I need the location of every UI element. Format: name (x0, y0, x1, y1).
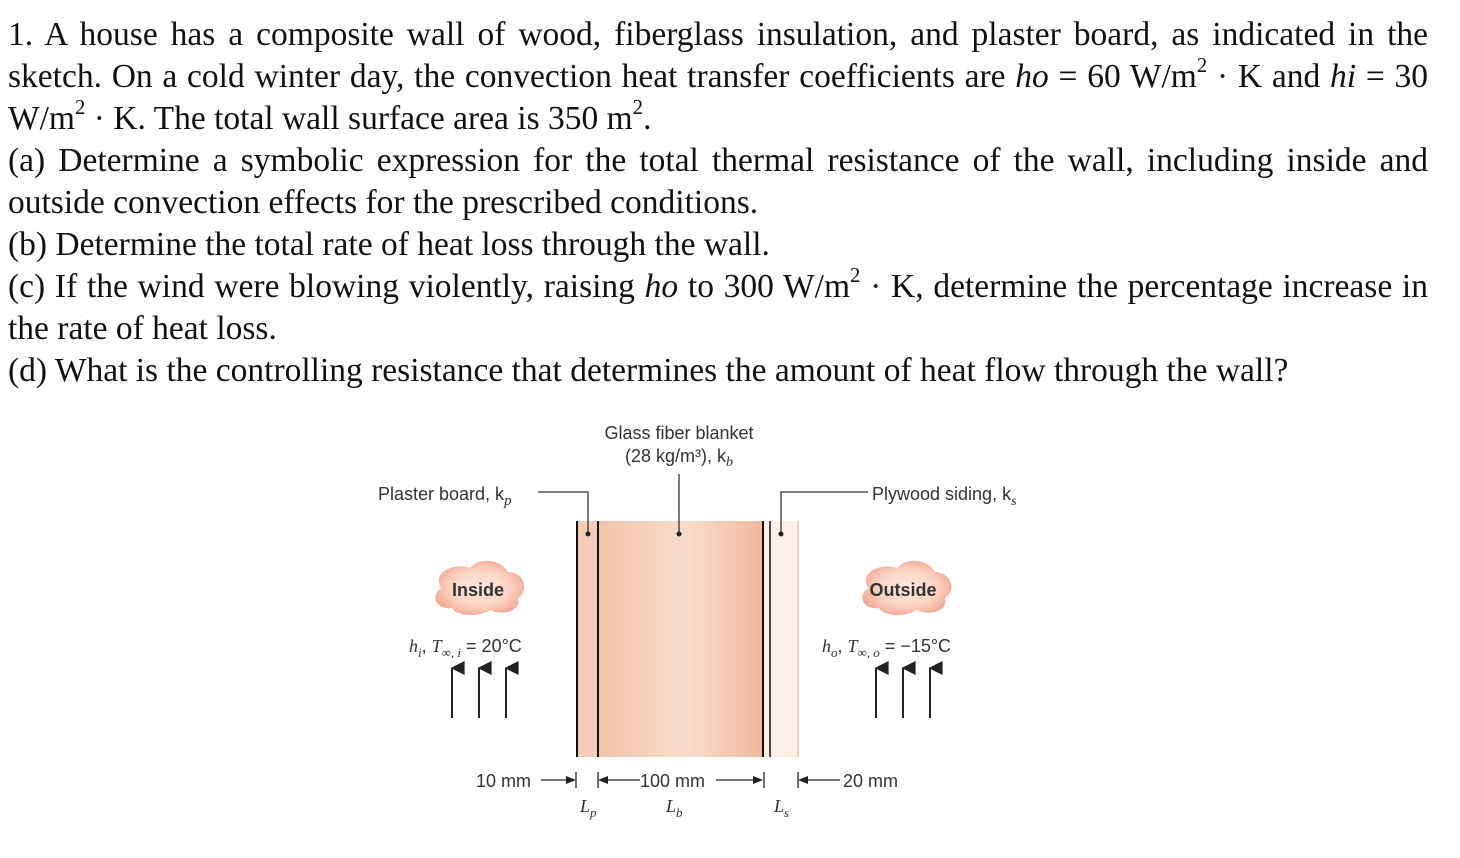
glass-fiber-label-line2: (28 kg/m³), $k_b$ (624, 446, 734, 470)
thickness-Ls: $L_s$ (774, 796, 790, 820)
outside-condition: $h_o$, $T_{\infty, o} = -15^\circ C$ (822, 636, 952, 660)
plaster-board-layer (576, 521, 598, 757)
inside-flow-arrows (452, 668, 506, 718)
plywood-siding-label: Plywood siding, $k_s$ (872, 484, 1017, 509)
problem-intro: 1. A house has a composite wall of wood, fiberglass insulation, and plaster board, as indicated in the sketch. On a cold winter day, the convection heat transfer coefficients are ho = 60 $W/m^2 \cdot K$ and hi = 30 $W/m^2 \cdot K$. The total wall surface area is 350 $m^2$. (8, 16, 1428, 137)
plaster-board-label: Plaster board, $k_p$ (378, 484, 512, 509)
plaster-dot (586, 532, 591, 537)
part-d: (d) What is the controlling resistance that determines the amount of heat flow through the wall? (8, 352, 1289, 389)
glass-fiber-label-line1: Glass fiber blanket (604, 423, 754, 443)
part-b: (b) Determine the total rate of heat loss through the wall. (8, 226, 770, 263)
part-c: (c) If the wind were blowing violently, raising ho to 300 $W/m^2 \cdot K$, determine the percentage increase in the rate of heat loss. (8, 263, 1428, 347)
outside-flow-arrows (876, 668, 930, 718)
outside-label: Outside (869, 580, 937, 600)
inside-cloud (435, 561, 524, 615)
glass-fiber-layer (598, 521, 762, 757)
plywood-layer (762, 521, 798, 757)
outside-cloud (862, 561, 951, 615)
dimension-20mm: 20 mm (843, 771, 899, 791)
thickness-Lb: $L_b$ (666, 796, 683, 820)
inside-condition: $h_i$, $T_{\infty, i} = 20^\circ C$ (409, 636, 522, 660)
dimension-100mm: 100 mm (640, 771, 706, 791)
inside-label: Inside (451, 580, 505, 600)
plywood-dot (779, 532, 784, 537)
blanket-dot (677, 532, 682, 537)
part-a: (a) Determine a symbolic expression for the total thermal resistance of the wall, including inside and outside convection effects for the prescribed conditions. (8, 142, 1428, 221)
thickness-Lp: $L_p$ (580, 796, 597, 820)
dimension-10mm: 10 mm (476, 771, 532, 791)
